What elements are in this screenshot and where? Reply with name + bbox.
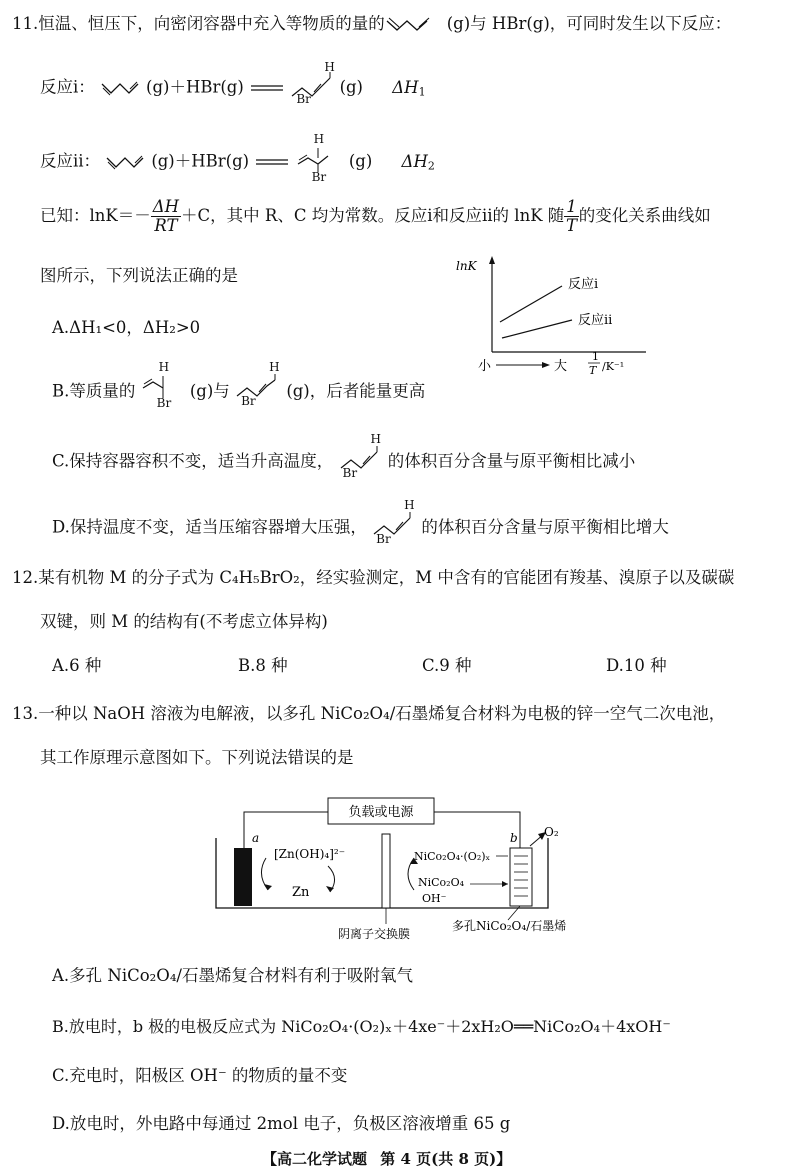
x-unit: /K⁻¹ — [602, 360, 625, 373]
footer-subject: 【高二化学试题 — [262, 1150, 368, 1168]
opt-d-a: D.保持温度不变，适当压缩容器增大压强， — [52, 517, 367, 537]
page-footer — [262, 1148, 511, 1169]
line2-label: 反应ii — [578, 313, 613, 328]
q11-stem-a: 11.恒温、恒压下，向密闭容器中充入等物质的量的 — [12, 14, 385, 33]
opt-b-b: (g)与 — [189, 381, 230, 401]
q12-opt-c: C.9 种 — [422, 656, 472, 675]
zn-label: Zn — [292, 885, 310, 900]
product-1-structure — [372, 498, 416, 548]
membrane-label: 阴离子交换膜 — [338, 927, 411, 941]
q13-line2: 其工作原理示意图如下。下列说法错误的是 — [40, 748, 354, 767]
x-frac-num: 1 — [592, 350, 599, 363]
product-1-structure — [339, 432, 383, 482]
br-label: Br — [376, 532, 391, 546]
lnk-graph — [450, 252, 750, 378]
y-label: lnK — [456, 259, 477, 273]
product-1-structure — [235, 360, 281, 412]
equilibrium-arrow — [249, 82, 285, 94]
nico-o2-label: NiCo₂O₄·(O₂)ₓ — [414, 850, 491, 863]
q12-opt-b: B.8 种 — [238, 656, 288, 675]
electrode-b-label: b — [510, 831, 518, 845]
membrane — [382, 834, 390, 908]
rxn2-label: 反应ⅱ： — [40, 151, 101, 171]
h-label: H — [324, 60, 335, 74]
arrowhead — [264, 884, 272, 890]
o2-label: O₂ — [544, 825, 559, 839]
x-direction-arrowhead — [542, 362, 550, 368]
br-label: Br — [296, 92, 311, 106]
zincate-label: [Zn(OH)₄]²⁻ — [274, 847, 346, 861]
opt-d-b: 的体积百分含量与原平衡相比增大 — [421, 517, 669, 537]
footer-page: 第 4 页(共 8 页)】 — [380, 1150, 512, 1168]
q11-opt-a: A.ΔH₁<0，ΔH₂>0 — [52, 318, 201, 337]
q12-line1: 12.某有机物 M 的分子式为 C₄H₅BrO₂，经实验测定，M 中含有的官能团有羧基、溴原子以及碳碳 — [12, 568, 735, 587]
opt-b-c: (g)，后者能量更高 — [286, 381, 426, 401]
dh1: ΔH — [392, 77, 419, 97]
h-label: H — [313, 132, 325, 146]
q13-line1: 13.一种以 NaOH 溶液为电解液，以多孔 NiCo₂O₄/石墨烯复合材料为电极的锌一空气二次电池， — [12, 704, 726, 723]
q11-stem-b: (g)与 HBr(g)，可同时发生以下反应： — [446, 14, 732, 33]
y-axis-arrow — [489, 256, 495, 264]
product-2-structure — [296, 132, 344, 184]
opt-c-a: C.保持容器容积不变，适当升高温度， — [52, 451, 334, 471]
x-small: 小 — [478, 359, 492, 374]
frac-dh-rt: $\frac{\Delta H}{RT}$ — [152, 197, 180, 235]
known-a: 已知：lnK＝－ — [40, 206, 151, 225]
br-label: Br — [311, 170, 327, 184]
opt-c-b: 的体积百分含量与原平衡相比减小 — [387, 451, 636, 471]
line-reaction-1 — [500, 286, 562, 322]
cathode-label: 多孔NiCo₂O₄/石墨烯 — [452, 919, 567, 933]
electrode-a-label: a — [252, 831, 260, 845]
q11-opt-d — [52, 498, 669, 548]
q11-reaction-2 — [40, 132, 435, 184]
q11-stem — [12, 10, 731, 34]
product-1-structure — [290, 60, 335, 108]
dh2-sub: 2 — [427, 159, 435, 173]
butadiene-structure — [100, 80, 146, 96]
rxn1-label: 反应ⅰ： — [40, 77, 95, 97]
h-label: H — [370, 432, 382, 446]
oh-label: OH⁻ — [422, 892, 447, 905]
q13-opt-a: A.多孔 NiCo₂O₄/石墨烯复合材料有利于吸附氧气 — [52, 966, 413, 985]
dh2: ΔH — [401, 151, 428, 171]
dh1-sub: 1 — [418, 85, 426, 99]
opt-b-a: B.等质量的 — [52, 381, 136, 401]
x-big: 大 — [554, 359, 568, 374]
br-label: Br — [342, 466, 358, 480]
equilibrium-arrow — [254, 156, 290, 168]
q11-known — [40, 198, 711, 235]
q11-figure-line: 图所示，下列说法正确的是 — [40, 266, 238, 285]
h-label: H — [158, 360, 170, 374]
q12-line2: 双键，则 M 的结构有(不考虑立体异构) — [40, 612, 328, 631]
x-frac-den: T — [589, 364, 597, 377]
q11-opt-c — [52, 432, 636, 482]
rxn1-reactants: (g)＋HBr(g) — [146, 77, 244, 97]
known-b: ＋C，其中 R、C 均为常数。反应ⅰ和反应ⅱ的 lnK 随 — [181, 206, 565, 225]
h-label: H — [269, 360, 280, 374]
load-label: 负载或电源 — [348, 805, 414, 820]
butadiene-structure — [385, 16, 447, 34]
h-label: H — [404, 498, 415, 512]
rxn2-reactants: (g)＋HBr(g) — [151, 151, 250, 171]
q12-opt-d: D.10 种 — [606, 656, 667, 675]
q13-opt-d: D.放电时，外电路中每通过 2mol 电子，负极区溶液增重 65 g — [52, 1114, 511, 1133]
br-label: Br — [241, 394, 256, 408]
zinc-electrode — [234, 848, 252, 906]
known-c: 的变化关系曲线如 — [578, 206, 711, 225]
product-phase: (g) — [339, 77, 363, 97]
q13-opt-c: C.充电时，阳极区 OH⁻ 的物质的量不变 — [52, 1066, 348, 1085]
q11-opt-b — [52, 360, 426, 412]
q11-reaction-1 — [40, 60, 426, 108]
line-reaction-2 — [502, 320, 572, 338]
q12-opt-a: A.6 种 — [52, 656, 102, 675]
butadiene-structure — [105, 154, 151, 170]
line1-label: 反应i — [568, 277, 599, 292]
porous-cathode — [510, 848, 532, 906]
arrowhead — [502, 881, 508, 887]
product-2-structure — [141, 360, 185, 412]
battery-diagram — [208, 786, 598, 942]
product-phase: (g) — [348, 151, 373, 171]
br-label: Br — [156, 396, 172, 410]
nico-label: NiCo₂O₄ — [418, 876, 465, 889]
frac-1-t: $\frac{1}{T}$ — [566, 197, 578, 235]
q13-opt-b: B.放电时，b 极的电极反应式为 NiCo₂O₄·(O₂)ₓ＋4xe⁻＋2xH₂O══NiCo₂O₄＋4xOH⁻ — [52, 1017, 671, 1036]
